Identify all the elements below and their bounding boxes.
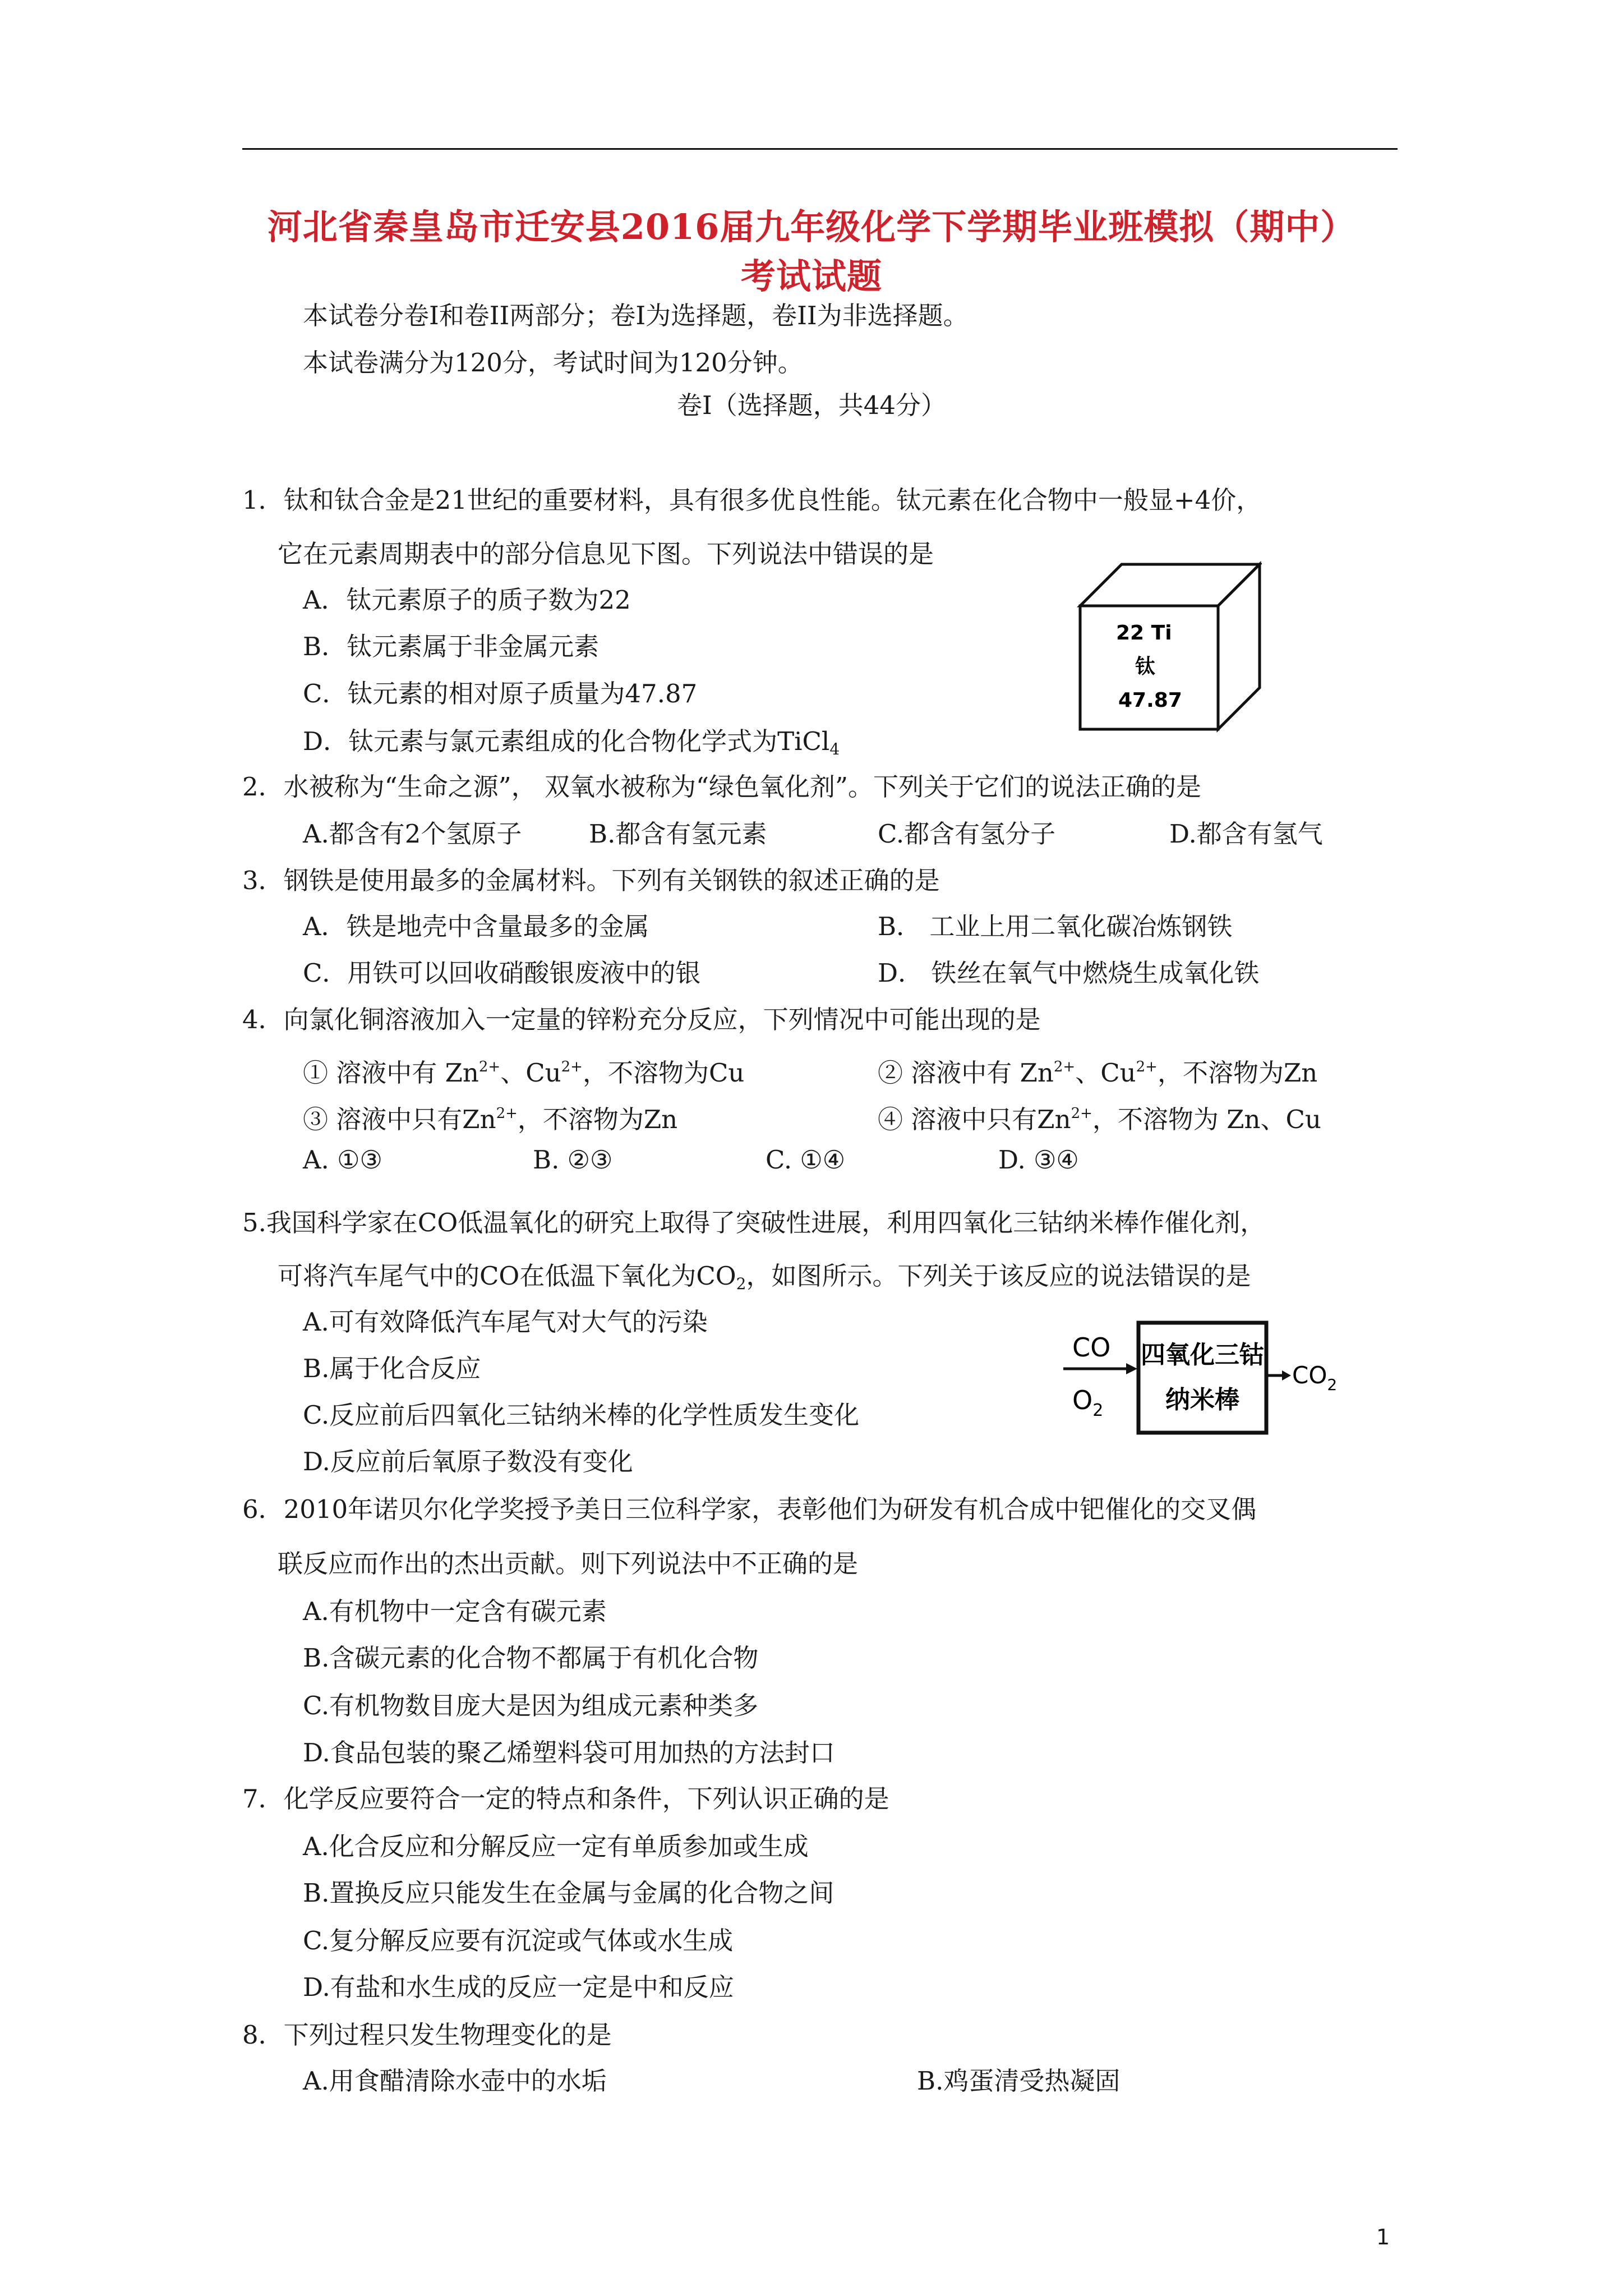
q4-option-c: C. ①④ [766, 1145, 846, 1175]
q7-option-c: C.复分解反应要有沉淀或气体或水生成 [303, 1926, 734, 1955]
reactant-o2: $O_2$ [1072, 1385, 1104, 1420]
q7-option-d: D.有盐和水生成的反应一定是中和反应 [303, 1972, 734, 2002]
q1-option-b: B．钛元素属于非金属元素 [303, 632, 600, 661]
q6-stem-2: 联反应而作出的杰出贡献。则下列说法中不正确的是 [278, 1549, 859, 1579]
q3-stem: 3．钢铁是使用最多的金属材料。下列有关钢铁的叙述正确的是 [242, 866, 940, 895]
catalyst-label-1: 四氧化三钴 [1141, 1341, 1264, 1369]
page-number: 1 [1376, 2225, 1390, 2249]
element-cube-diagram [1077, 561, 1262, 740]
intro-line-1: 本试卷分卷Ⅰ和卷II两部分；卷Ⅰ为选择题，卷II为非选择题。 [303, 301, 969, 330]
input-arrow-head [1126, 1363, 1137, 1374]
q1-stem-1: 1．钛和钛合金是21世纪的重要材料，具有很多优良性能。钛元素在化合物中一般显+4价， [242, 485, 1262, 515]
q4-statement-1: ① 溶液中有 $Zn^{2+}$、$Cu^{2+}$，不溶物为Cu [303, 1058, 745, 1088]
q7-stem: 7．化学反应要符合一定的特点和条件，下列认识正确的是 [242, 1784, 889, 1814]
q8-stem: 8．下列过程只发生物理变化的是 [242, 2020, 612, 2050]
q3-option-c: C．用铁可以回收硝酸银废液中的银 [303, 958, 701, 988]
output-arrow-head [1282, 1370, 1291, 1381]
q6-option-c: C.有机物数目庞大是因为组成元素种类多 [303, 1691, 759, 1720]
q6-stem-1: 6．2010年诺贝尔化学奖授予美日三位科学家，表彰他们为研发有机合成中钯催化的交叉偶 [242, 1494, 1257, 1524]
q6-option-d: D.食品包装的聚乙烯塑料袋可用加热的方法封口 [303, 1738, 835, 1768]
q6-option-b: B.含碳元素的化合物不都属于有机化合物 [303, 1643, 759, 1673]
q2-option-b: B.都含有氢元素 [589, 819, 767, 849]
intro-line-2: 本试卷满分为120分，考试时间为120分钟。 [303, 348, 803, 378]
q2-option-a: A.都含有2个氢原子 [303, 819, 522, 849]
element-name: 钛 [1135, 655, 1156, 678]
section-heading: 卷Ⅰ（选择题，共44分） [676, 390, 947, 420]
q8-option-b: B.鸡蛋清受热凝固 [917, 2066, 1121, 2096]
element-symbol: 22 Ti [1116, 622, 1172, 645]
q1-stem-2: 它在元素周期表中的部分信息见下图。下列说法中错误的是 [278, 539, 934, 569]
q8-option-a: A.用食醋清除水壶中的水垢 [303, 2066, 607, 2096]
q5-option-d: D.反应前后氧原子数没有变化 [303, 1447, 633, 1476]
product-co2: $CO_2$ [1292, 1361, 1338, 1394]
q1-option-c: C．钛元素的相对原子质量为47.87 [303, 679, 698, 708]
q5-stem-1: 5.我国科学家在CO低温氧化的研究上取得了突破性进展，利用四氧化三钴纳米棒作催化剂， [242, 1208, 1266, 1237]
q2-option-d: D.都含有氢气 [1169, 819, 1323, 849]
q6-option-a: A.有机物中一定含有碳元素 [303, 1596, 607, 1626]
q5-option-b: B.属于化合反应 [303, 1354, 481, 1383]
catalyst-label-2: 纳米棒 [1165, 1386, 1239, 1414]
q4-statement-3: ③ 溶液中只有$Zn^{2+}$，不溶物为Zn [303, 1105, 678, 1134]
header-rule [242, 148, 1398, 150]
q7-option-b: B.置换反应只能发生在金属与金属的化合物之间 [303, 1878, 834, 1908]
q3-option-d: D． 铁丝在氧气中燃烧生成氧化铁 [878, 958, 1260, 988]
q4-stem: 4．向氯化铜溶液加入一定量的锌粉充分反应，下列情况中可能出现的是 [242, 1005, 1041, 1034]
q4-option-d: D. ③④ [998, 1145, 1079, 1175]
q3-option-b: B． 工业上用二氧化碳冶炼钢铁 [878, 912, 1233, 941]
q5-option-a: A.可有效降低汽车尾气对大气的污染 [303, 1307, 708, 1337]
q4-option-b: B. ②③ [533, 1145, 613, 1175]
reaction-diagram [1060, 1313, 1352, 1458]
q4-option-a: A. ①③ [303, 1145, 382, 1175]
q5-stem-2: 可将汽车尾气中的CO在低温下氧化为$CO_2$，如图所示。下列关于该反应的说法错误的是 [278, 1261, 1251, 1293]
catalyst-box [1138, 1323, 1266, 1433]
reactant-co: CO [1072, 1332, 1111, 1363]
q4-statement-4: ④ 溶液中只有$Zn^{2+}$，不溶物为 Zn、Cu [878, 1105, 1321, 1134]
q7-option-a: A.化合反应和分解反应一定有单质参加或生成 [303, 1832, 809, 1861]
title-line-2: 考试试题 [740, 256, 882, 297]
q2-stem: 2．水被称为“生命之源”， 双氧水被称为“绿色氧化剂”。下列关于它们的说法正确的是 [242, 772, 1201, 802]
q3-option-a: A．铁是地壳中含量最多的金属 [303, 912, 649, 941]
title-line-1: 河北省秦皇岛市迁安县2016届九年级化学下学期毕业班模拟（期中） [267, 206, 1356, 247]
q1-option-d: D．钛元素与氯元素组成的化合物化学式为TiCl$_4$ [303, 726, 840, 758]
q5-option-c: C.反应前后四氧化三钴纳米棒的化学性质发生变化 [303, 1400, 860, 1430]
element-mass: 47.87 [1118, 689, 1182, 712]
q4-statement-2: ② 溶液中有 $Zn^{2+}$、$Cu^{2+}$，不溶物为Zn [878, 1058, 1318, 1088]
q1-option-a: A．钛元素原子的质子数为22 [303, 585, 631, 615]
q2-option-c: C.都含有氢分子 [878, 819, 1056, 849]
